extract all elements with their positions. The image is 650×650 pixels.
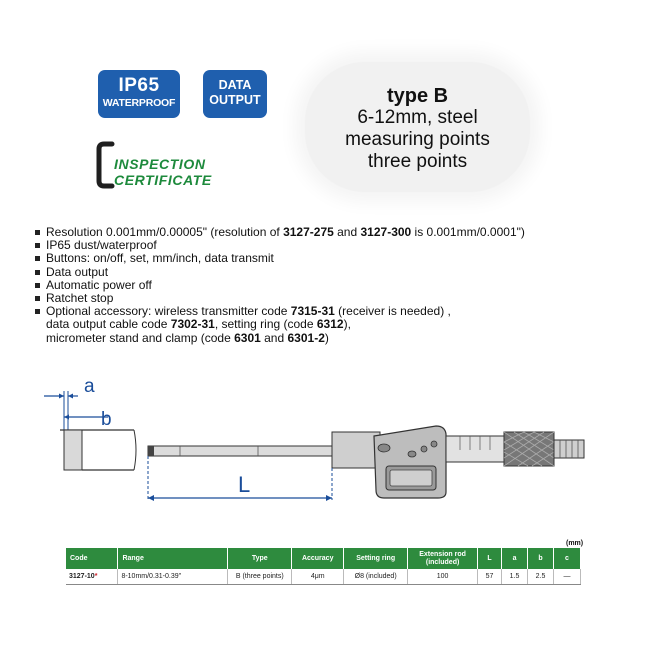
cell-type: B (three points) (228, 569, 292, 584)
cell-range: 8-10mm/0.31-0.39" (118, 569, 228, 584)
unit-label: (mm) (566, 540, 584, 547)
table-header-row (66, 548, 581, 569)
feature-code: 6312 (316, 317, 344, 332)
dimension-label-L: L (238, 472, 251, 497)
cell-c: — (553, 569, 580, 584)
ip65-badge-title: IP65 (118, 75, 160, 96)
header-accuracy: Accuracy (292, 548, 344, 569)
type-line-size: 6-12mm, steel (357, 107, 478, 128)
feature-code: 6301 (234, 330, 261, 345)
certificate-line1: INSPECTION (114, 156, 206, 172)
spec-table (66, 548, 581, 585)
feature-text: Optional accessory: wireless transmitter code (46, 304, 291, 319)
tip-detail (44, 391, 136, 470)
cell-code (66, 569, 118, 584)
micrometer-body (148, 426, 584, 498)
ip65-waterproof-badge (98, 70, 180, 118)
data-output-badge-line1: DATA (218, 78, 252, 92)
feature-text: is 0.001mm/0.0001") (411, 225, 525, 239)
feature-item: IP65 dust/waterproof (34, 239, 634, 252)
data-output-badge (203, 70, 267, 118)
table-row (66, 569, 581, 584)
header-a: a (502, 548, 528, 569)
data-output-badge-line2: OUTPUT (209, 93, 261, 107)
feature-text: micrometer stand and clamp (code (46, 330, 235, 345)
cell-accuracy: 4μm (292, 569, 344, 584)
ip65-badge-subtitle: WATERPROOF (102, 97, 176, 109)
code-star: * (94, 572, 98, 580)
feature-text: ), (343, 317, 351, 332)
header-L: L (478, 548, 502, 569)
certificate-line2: CERTIFICATE (114, 172, 212, 188)
feature-code: 3127-275 (283, 225, 334, 239)
feature-item: Buttons: on/off, set, mm/inch, data transmit (34, 252, 634, 265)
cell-a: 1.5 (502, 569, 528, 584)
header-b: b (528, 548, 554, 569)
cell-setting-ring: Ø8 (included) (344, 569, 408, 584)
feature-text: Resolution 0.001mm/0.00005" (resolution of (46, 225, 284, 239)
feature-item (34, 332, 634, 345)
code-text: 3127-10 (69, 572, 95, 580)
micrometer-technical-drawing (40, 370, 600, 510)
cell-extension-rod: 100 (408, 569, 478, 584)
feature-text: ) (324, 330, 329, 345)
feature-item: Ratchet stop (34, 292, 634, 305)
type-line-count: three points (367, 151, 468, 172)
feature-text: and (260, 330, 288, 345)
feature-code: 3127-300 (360, 225, 412, 239)
dimension-label-a: a (84, 376, 95, 397)
feature-text: (receiver is needed) , (334, 304, 451, 319)
cell-L: 57 (478, 569, 502, 584)
feature-code: 7315-31 (290, 304, 335, 319)
type-title: type B (386, 85, 449, 107)
feature-text: data output cable code (46, 317, 171, 332)
feature-code: 6301-2 (287, 330, 325, 345)
feature-text: and (333, 225, 361, 239)
header-extension-rod: Extension rod (included) (408, 548, 478, 569)
header-code: Code (66, 548, 118, 569)
header-type: Type (228, 548, 292, 569)
dimension-label-b: b (101, 409, 112, 430)
feature-item: Data output (34, 266, 634, 279)
cell-b: 2.5 (528, 569, 554, 584)
header-range: Range (118, 548, 228, 569)
header-setting-ring: Setting ring (344, 548, 408, 569)
feature-item: Automatic power off (34, 279, 634, 292)
feature-list (34, 226, 634, 345)
feature-text: , setting ring (code (214, 317, 317, 332)
feature-code: 7302-31 (170, 317, 215, 332)
header-c: c (553, 548, 580, 569)
type-line-points: measuring points (345, 129, 490, 150)
